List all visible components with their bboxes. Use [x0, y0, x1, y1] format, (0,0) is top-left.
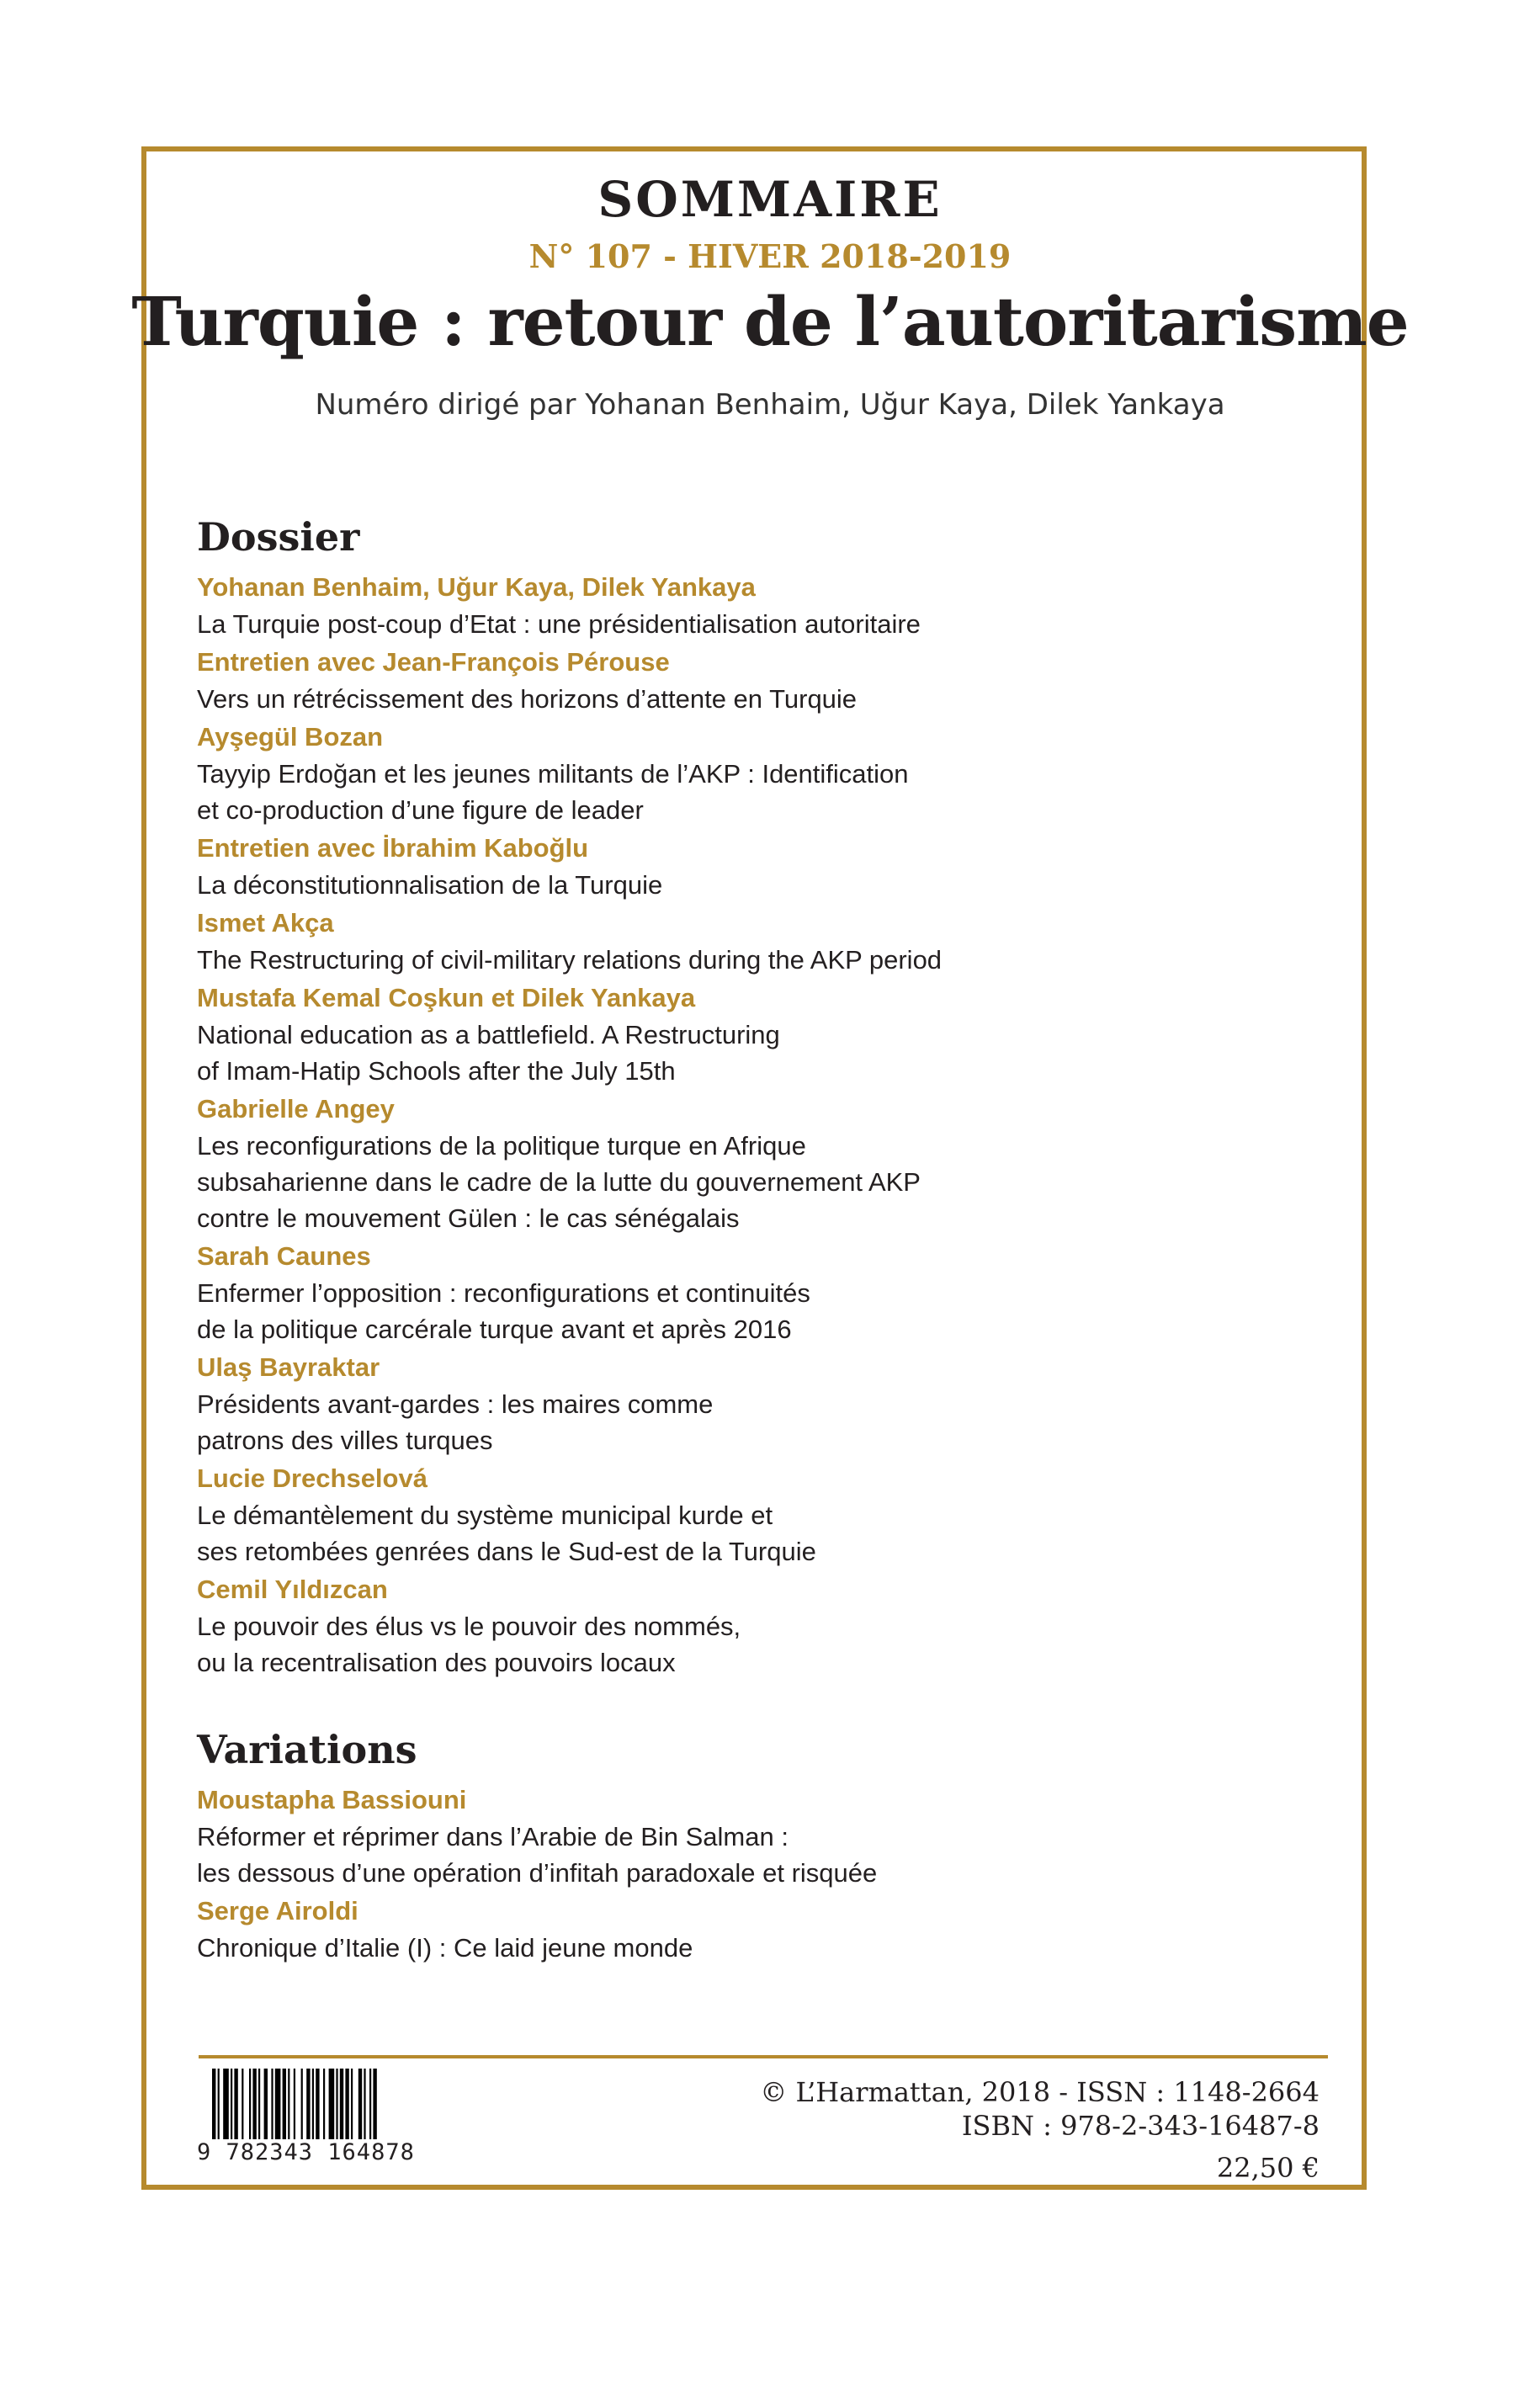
toc-entry	[197, 1349, 1325, 1458]
barcode-bar	[234, 2069, 237, 2139]
toc-entry	[197, 719, 1325, 828]
barcode-bar	[358, 2069, 362, 2139]
barcode-bar	[231, 2069, 232, 2139]
entry-title: The Restructuring of civil-military relations during the AKP period	[197, 945, 943, 975]
entry-author: Cemil Yıldızcan	[197, 1575, 388, 1604]
variations-list	[197, 1782, 1325, 1966]
barcode-bar	[369, 2069, 371, 2139]
isbn: ISBN : 978-2-343-16487-8	[961, 2110, 1320, 2142]
entry-author: Ulaş Bayraktar	[197, 1352, 380, 1382]
barcode-bars	[212, 2069, 458, 2139]
barcode-bar	[258, 2069, 260, 2139]
barcode-bar	[351, 2069, 353, 2139]
entry-title: La Turquie post-coup d’Etat : une présidentialisation autoritaire	[197, 609, 921, 639]
barcode-bar	[223, 2069, 229, 2139]
dossier-list	[197, 569, 1325, 1681]
barcode-bar	[242, 2069, 243, 2139]
toc-entry	[197, 1091, 1325, 1236]
barcode-bar	[271, 2069, 273, 2139]
entry-title: Vers un rétrécissement des horizons d’attente en Turquie	[197, 684, 858, 714]
barcode-digits: 9 782343 164878	[197, 2139, 415, 2165]
barcode-bar	[312, 2069, 314, 2139]
copyright-issn: © L’Harmattan, 2018 - ISSN : 1148-2664	[760, 2076, 1320, 2108]
barcode-bar	[301, 2069, 303, 2139]
entry-title: Réformer et réprimer dans l’Arabie de Bin Salman : les dessous d’une opération d’infitah paradoxale et risquée	[197, 1822, 878, 1888]
barcode-bar	[329, 2069, 335, 2139]
toc-entry	[197, 569, 1325, 642]
entry-title: Enfermer l’opposition : reconfigurations et continuités de la politique carcérale turque avant et après 2016	[197, 1278, 810, 1344]
entry-title: Chronique d’Italie (I) : Ce laid jeune monde	[197, 1933, 693, 1963]
entry-title: National education as a battlefield. A Restructuring of Imam-Hatip Schools after the July 15th	[197, 1020, 780, 1086]
entry-author: Lucie Drechselová	[197, 1463, 427, 1493]
entry-author: Mustafa Kemal Coşkun et Dilek Yankaya	[197, 983, 696, 1012]
toc-entry	[197, 1238, 1325, 1347]
entry-author: Moustapha Bassiouni	[197, 1785, 467, 1814]
toc-entry	[197, 980, 1325, 1089]
barcode-bar	[218, 2069, 220, 2139]
toc-entry	[197, 905, 1325, 978]
toc-entry	[197, 1782, 1325, 1891]
barcode-bar	[373, 2069, 376, 2139]
entry-title: Présidents avant-gardes : les maires comme patrons des villes turques	[197, 1389, 714, 1455]
barcode-bar	[306, 2069, 310, 2139]
entry-title: La déconstitutionnalisation de la Turquie	[197, 870, 663, 900]
barcode-bar	[249, 2069, 251, 2139]
barcode-bar	[336, 2069, 337, 2139]
variations-heading: Variations	[197, 1727, 417, 1772]
barcode-bar	[340, 2069, 343, 2139]
toc-entry	[197, 644, 1325, 717]
entry-title: Le démantèlement du système municipal kurde et ses retombées genrées dans le Sud-est de la Turquie	[197, 1501, 816, 1566]
entry-author: Serge Airoldi	[197, 1896, 358, 1926]
barcode-bar	[364, 2069, 365, 2139]
issue-number: N° 107 - HIVER 2018-2019	[528, 237, 1012, 275]
entry-author: Sarah Caunes	[197, 1241, 371, 1271]
sommaire-heading: SOMMAIRE	[597, 171, 943, 228]
barcode-bar	[316, 2069, 319, 2139]
entry-author: Yohanan Benhaim, Uğur Kaya, Dilek Yankaya	[197, 572, 756, 602]
table-of-contents	[197, 510, 1325, 1968]
barcode-bar	[283, 2069, 286, 2139]
barcode-bar	[212, 2069, 215, 2139]
barcode-bar	[264, 2069, 268, 2139]
barcode-bar	[275, 2069, 281, 2139]
entry-author: Ismet Akça	[197, 908, 334, 938]
footer-divider	[199, 2055, 1328, 2058]
toc-entry	[197, 1571, 1325, 1681]
barcode	[197, 2069, 466, 2166]
dossier-heading: Dossier	[197, 514, 360, 560]
entry-author: Entretien avec Jean-François Pérouse	[197, 647, 670, 677]
barcode-bar	[288, 2069, 289, 2139]
entry-title: Les reconfigurations de la politique turque en Afrique subsaharienne dans le cadre de la lutte du gouvernement AKP contre le mouvement Gülen : le cas sénégalais	[197, 1131, 921, 1233]
entry-title: Tayyip Erdoğan et les jeunes militants de l’AKP : Identification et co-production d’une figure de leader	[197, 759, 909, 825]
entry-title: Le pouvoir des élus vs le pouvoir des nommés, ou la recentralisation des pouvoirs locaux	[197, 1612, 741, 1677]
toc-entry	[197, 830, 1325, 903]
entry-author: Entretien avec İbrahim Kaboğlu	[197, 833, 589, 863]
entry-author: Ayşegül Bozan	[197, 722, 384, 752]
barcode-bar	[252, 2069, 256, 2139]
entry-author: Gabrielle Angey	[197, 1094, 395, 1123]
barcode-bar	[345, 2069, 348, 2139]
price: 22,50 €	[1216, 2152, 1320, 2184]
issue-title: Turquie : retour de l’autoritarisme	[131, 282, 1409, 361]
barcode-bar	[323, 2069, 325, 2139]
issue-editors: Numéro dirigé par Yohanan Benhaim, Uğur Kaya, Dilek Yankaya	[315, 388, 1225, 422]
barcode-bar	[294, 2069, 295, 2139]
toc-entry	[197, 1460, 1325, 1570]
toc-entry	[197, 1893, 1325, 1966]
